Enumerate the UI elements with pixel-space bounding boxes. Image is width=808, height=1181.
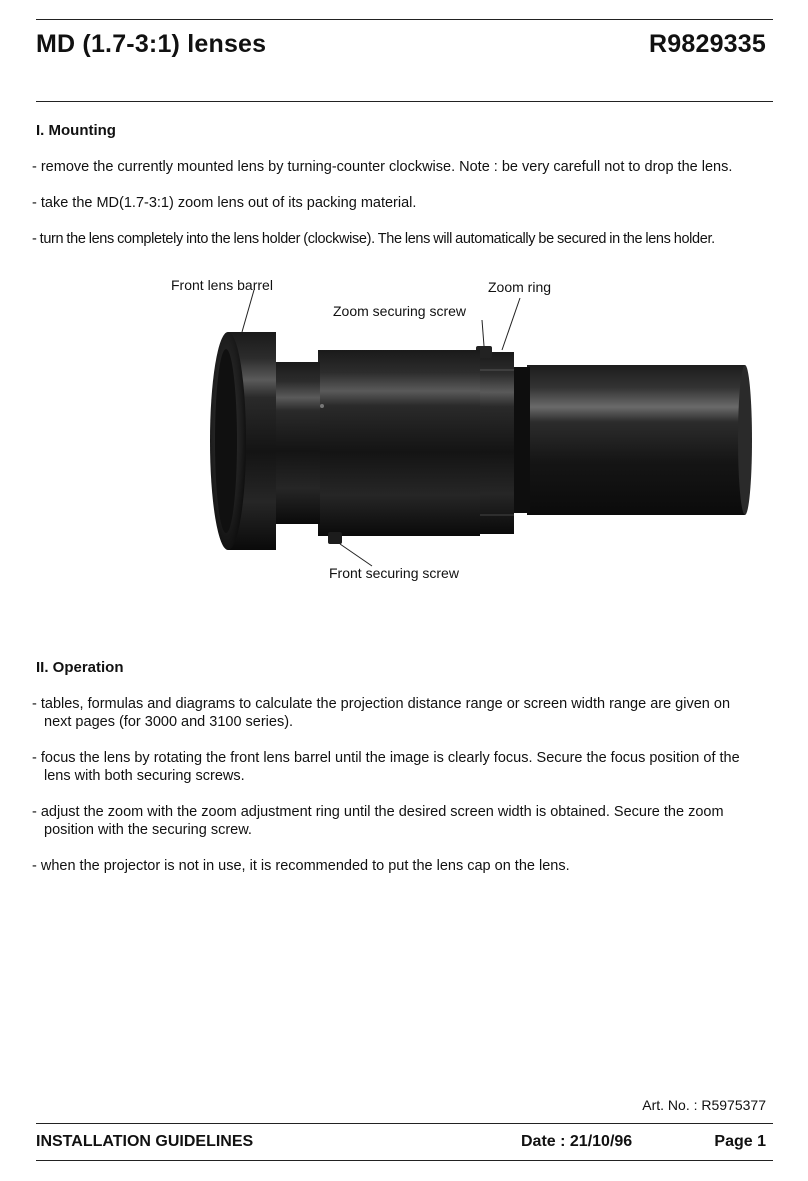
top-rule — [36, 19, 773, 20]
main-body — [318, 350, 480, 536]
callout-zoom-ring: Zoom ring — [488, 279, 552, 295]
lens-neck — [270, 362, 320, 524]
mounting-step-1: - remove the currently mounted lens by turning-counter clockwise. Note : be very carefull not to drop the lens. — [32, 159, 733, 175]
callout-front-lens-barrel: Front lens barrel — [171, 277, 273, 293]
operation-step-2 — [32, 749, 777, 785]
rear-barrel — [527, 365, 752, 515]
operation-heading: II. Operation — [36, 659, 124, 676]
header-rule — [36, 101, 773, 102]
operation-step-1-line-1: - tables, formulas and diagrams to calculate the projection distance range or screen width range are given on — [32, 696, 731, 712]
footer-top-rule — [36, 1123, 773, 1124]
document-number: R9829335 — [649, 30, 766, 58]
document-title: MD (1.7-3:1) lenses — [36, 30, 267, 58]
operation-step-4-line-1: - when the projector is not in use, it is recommended to put the lens cap on the lens. — [32, 858, 570, 874]
article-number: Art. No. : R5975377 — [642, 1097, 766, 1113]
operation-step-3 — [32, 803, 777, 839]
footer-page: Page 1 — [714, 1133, 766, 1150]
footer-label: INSTALLATION GUIDELINES — [36, 1133, 254, 1150]
operation-step-2-line-2: lens with both securing screws. — [44, 768, 245, 784]
footer-date: Date : 21/10/96 — [521, 1133, 633, 1150]
mounting-step-2: - take the MD(1.7-3:1) zoom lens out of its packing material. — [32, 195, 417, 211]
front-securing-screw — [328, 532, 342, 544]
zoom-ring — [478, 352, 530, 534]
callout-front-securing-screw: Front securing screw — [329, 565, 459, 581]
mounting-step-3: - turn the lens completely into the lens holder (clockwise). The lens will automatically be secured in the lens holder. — [32, 231, 715, 247]
operation-step-4 — [32, 857, 777, 875]
operation-step-3-line-2: position with the securing screw. — [44, 822, 252, 838]
front-lens-barrel — [210, 332, 276, 550]
operation-step-3-line-1: - adjust the zoom with the zoom adjustment ring until the desired screen width is obtained. Secure the zoom — [32, 804, 724, 820]
operation-step-1 — [32, 695, 777, 731]
callout-zoom-securing-screw: Zoom securing screw — [333, 303, 467, 319]
footer-bottom-rule — [36, 1160, 773, 1161]
lens-figure — [0, 270, 808, 590]
operation-step-1-line-2: next pages (for 3000 and 3100 series). — [44, 714, 294, 730]
operation-step-2-line-1: - focus the lens by rotating the front lens barrel until the image is clearly focus. Secure the focus position of the — [32, 750, 740, 766]
mounting-heading: I. Mounting — [36, 122, 116, 139]
